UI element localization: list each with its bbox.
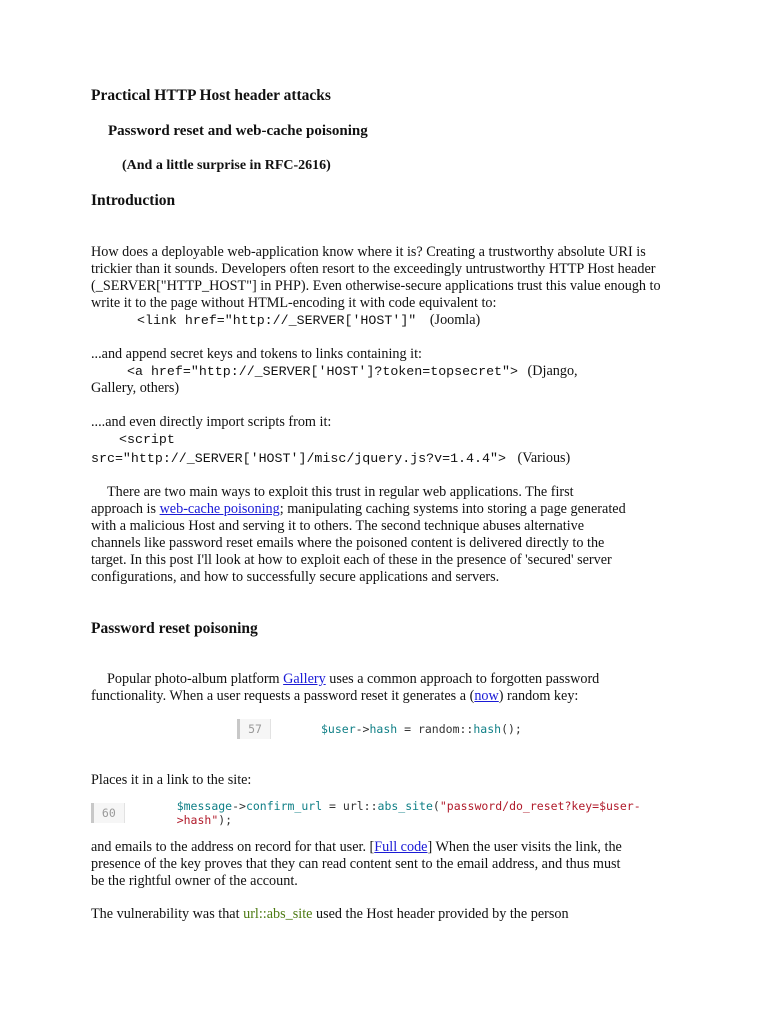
link-now[interactable]: now xyxy=(474,687,499,704)
inline-code-abs-site: url::abs_site xyxy=(243,906,313,922)
para4-line xyxy=(91,839,681,856)
para3-text: Popular photo-album platform xyxy=(107,671,284,687)
note-various: (Various) xyxy=(517,450,571,466)
para2-line: configurations, and how to successfully secure applications and servers. xyxy=(91,568,500,585)
para3-line xyxy=(91,671,681,688)
paragraph-gallery xyxy=(91,671,681,705)
code-token: confirm_url xyxy=(245,799,323,813)
heading-introduction: Introduction xyxy=(91,192,176,209)
example-django xyxy=(127,363,578,380)
para5-text: used the Host header provided by the person xyxy=(312,906,569,922)
link-gallery[interactable]: Gallery xyxy=(283,671,326,687)
code-snippet-script-src: src="http://_SERVER['HOST']/misc/jquery.js?v=1.4.4"> xyxy=(91,451,506,466)
para4-line: presence of the key proves that they can read content sent to the email address, and thus must xyxy=(91,855,621,872)
code-token: -> xyxy=(355,722,370,736)
code-token: -> xyxy=(232,799,246,813)
para4-line: be the rightful owner of the account. xyxy=(91,872,298,889)
para2-text: approach is xyxy=(91,500,160,517)
para2-line xyxy=(91,501,681,518)
code-line xyxy=(321,722,522,736)
code-token: hash xyxy=(473,722,502,736)
para2-line: channels like password reset emails where the poisoned content is delivered directly to the xyxy=(91,534,605,551)
paragraph-vulnerability xyxy=(91,906,569,923)
code-token: $message xyxy=(176,799,233,813)
code-block-confirm-url xyxy=(91,799,691,827)
note-django: (Django, xyxy=(527,363,578,379)
note-joomla: (Joomla) xyxy=(429,312,481,328)
paragraph-emails xyxy=(91,839,681,890)
link-full-code[interactable]: Full code xyxy=(374,839,428,855)
para2-line: with a malicious Host and serving it to others. The second technique abuses alternative xyxy=(91,517,585,534)
code-snippet-django: <a href="http://_SERVER['HOST']?token=topsecret"> xyxy=(127,364,518,379)
para2-line: There are two main ways to exploit this trust in regular web applications. The first xyxy=(107,484,574,500)
heading-password-reset-poisoning: Password reset poisoning xyxy=(91,620,258,637)
para3-text: functionality. When a user requests a password reset it generates a ( xyxy=(91,687,475,704)
code-snippet-joomla: <link href="http://_SERVER['HOST']" xyxy=(137,313,417,328)
document-subtitle: Password reset and web-cache poisoning xyxy=(108,123,368,139)
code-token: "password/do_reset?key=$user->hash" xyxy=(176,799,641,827)
line-number: 57 xyxy=(237,719,271,739)
import-line: ....and even directly import scripts from it: xyxy=(91,414,332,430)
para3-line xyxy=(91,688,681,705)
code-token: (); xyxy=(501,722,522,736)
paragraph-exploit-ways xyxy=(91,484,681,585)
para4-text: and emails to the address on record for that user. [ xyxy=(91,839,375,855)
intro-paragraph: How does a deployable web-application know where it is? Creating a trustworthy absolute URI is trickier than it sounds. Developers often resort to the exceedingly untrustworthy HTTP Host header (_SERVER["HTTP_HOST"] in PHP). Even otherwise-secure applications trust this value enough to write it to the page without HTML-encoding it with code equivalent to: xyxy=(91,244,661,311)
example-joomla xyxy=(137,312,480,329)
code-token: hash xyxy=(369,722,398,736)
code-line xyxy=(177,799,691,827)
document-title: Practical HTTP Host header attacks xyxy=(91,87,331,104)
document-subsubtitle: (And a little surprise in RFC-2616) xyxy=(122,158,331,173)
code-token: = url:: xyxy=(322,799,378,813)
code-token: abs_site xyxy=(377,799,433,813)
code-block-hash xyxy=(237,719,522,739)
example-various xyxy=(91,450,570,467)
places-line: Places it in a link to the site: xyxy=(91,772,252,788)
para2-line: target. In this post I'll look at how to exploit each of these in the presence of 'secured' server xyxy=(91,551,612,568)
code-snippet-script-open: <script xyxy=(119,432,175,447)
code-token: $user xyxy=(321,722,356,736)
note-gallery: Gallery, others) xyxy=(91,380,180,396)
link-web-cache-poisoning[interactable]: web-cache poisoning xyxy=(159,500,280,517)
para3-text: ) random key: xyxy=(498,687,579,704)
append-line: ...and append secret keys and tokens to links containing it: xyxy=(91,346,422,362)
para4-text: ] When the user visits the link, the xyxy=(427,839,622,855)
code-token: ( xyxy=(432,799,440,813)
para2-text: ; manipulating caching systems into storing a page generated xyxy=(279,500,626,517)
line-number: 60 xyxy=(91,803,125,823)
para5-text: The vulnerability was that xyxy=(91,906,244,922)
code-token: ); xyxy=(218,813,233,827)
code-token: = random:: xyxy=(397,722,474,736)
para3-text: uses a common approach to forgotten password xyxy=(325,671,600,687)
